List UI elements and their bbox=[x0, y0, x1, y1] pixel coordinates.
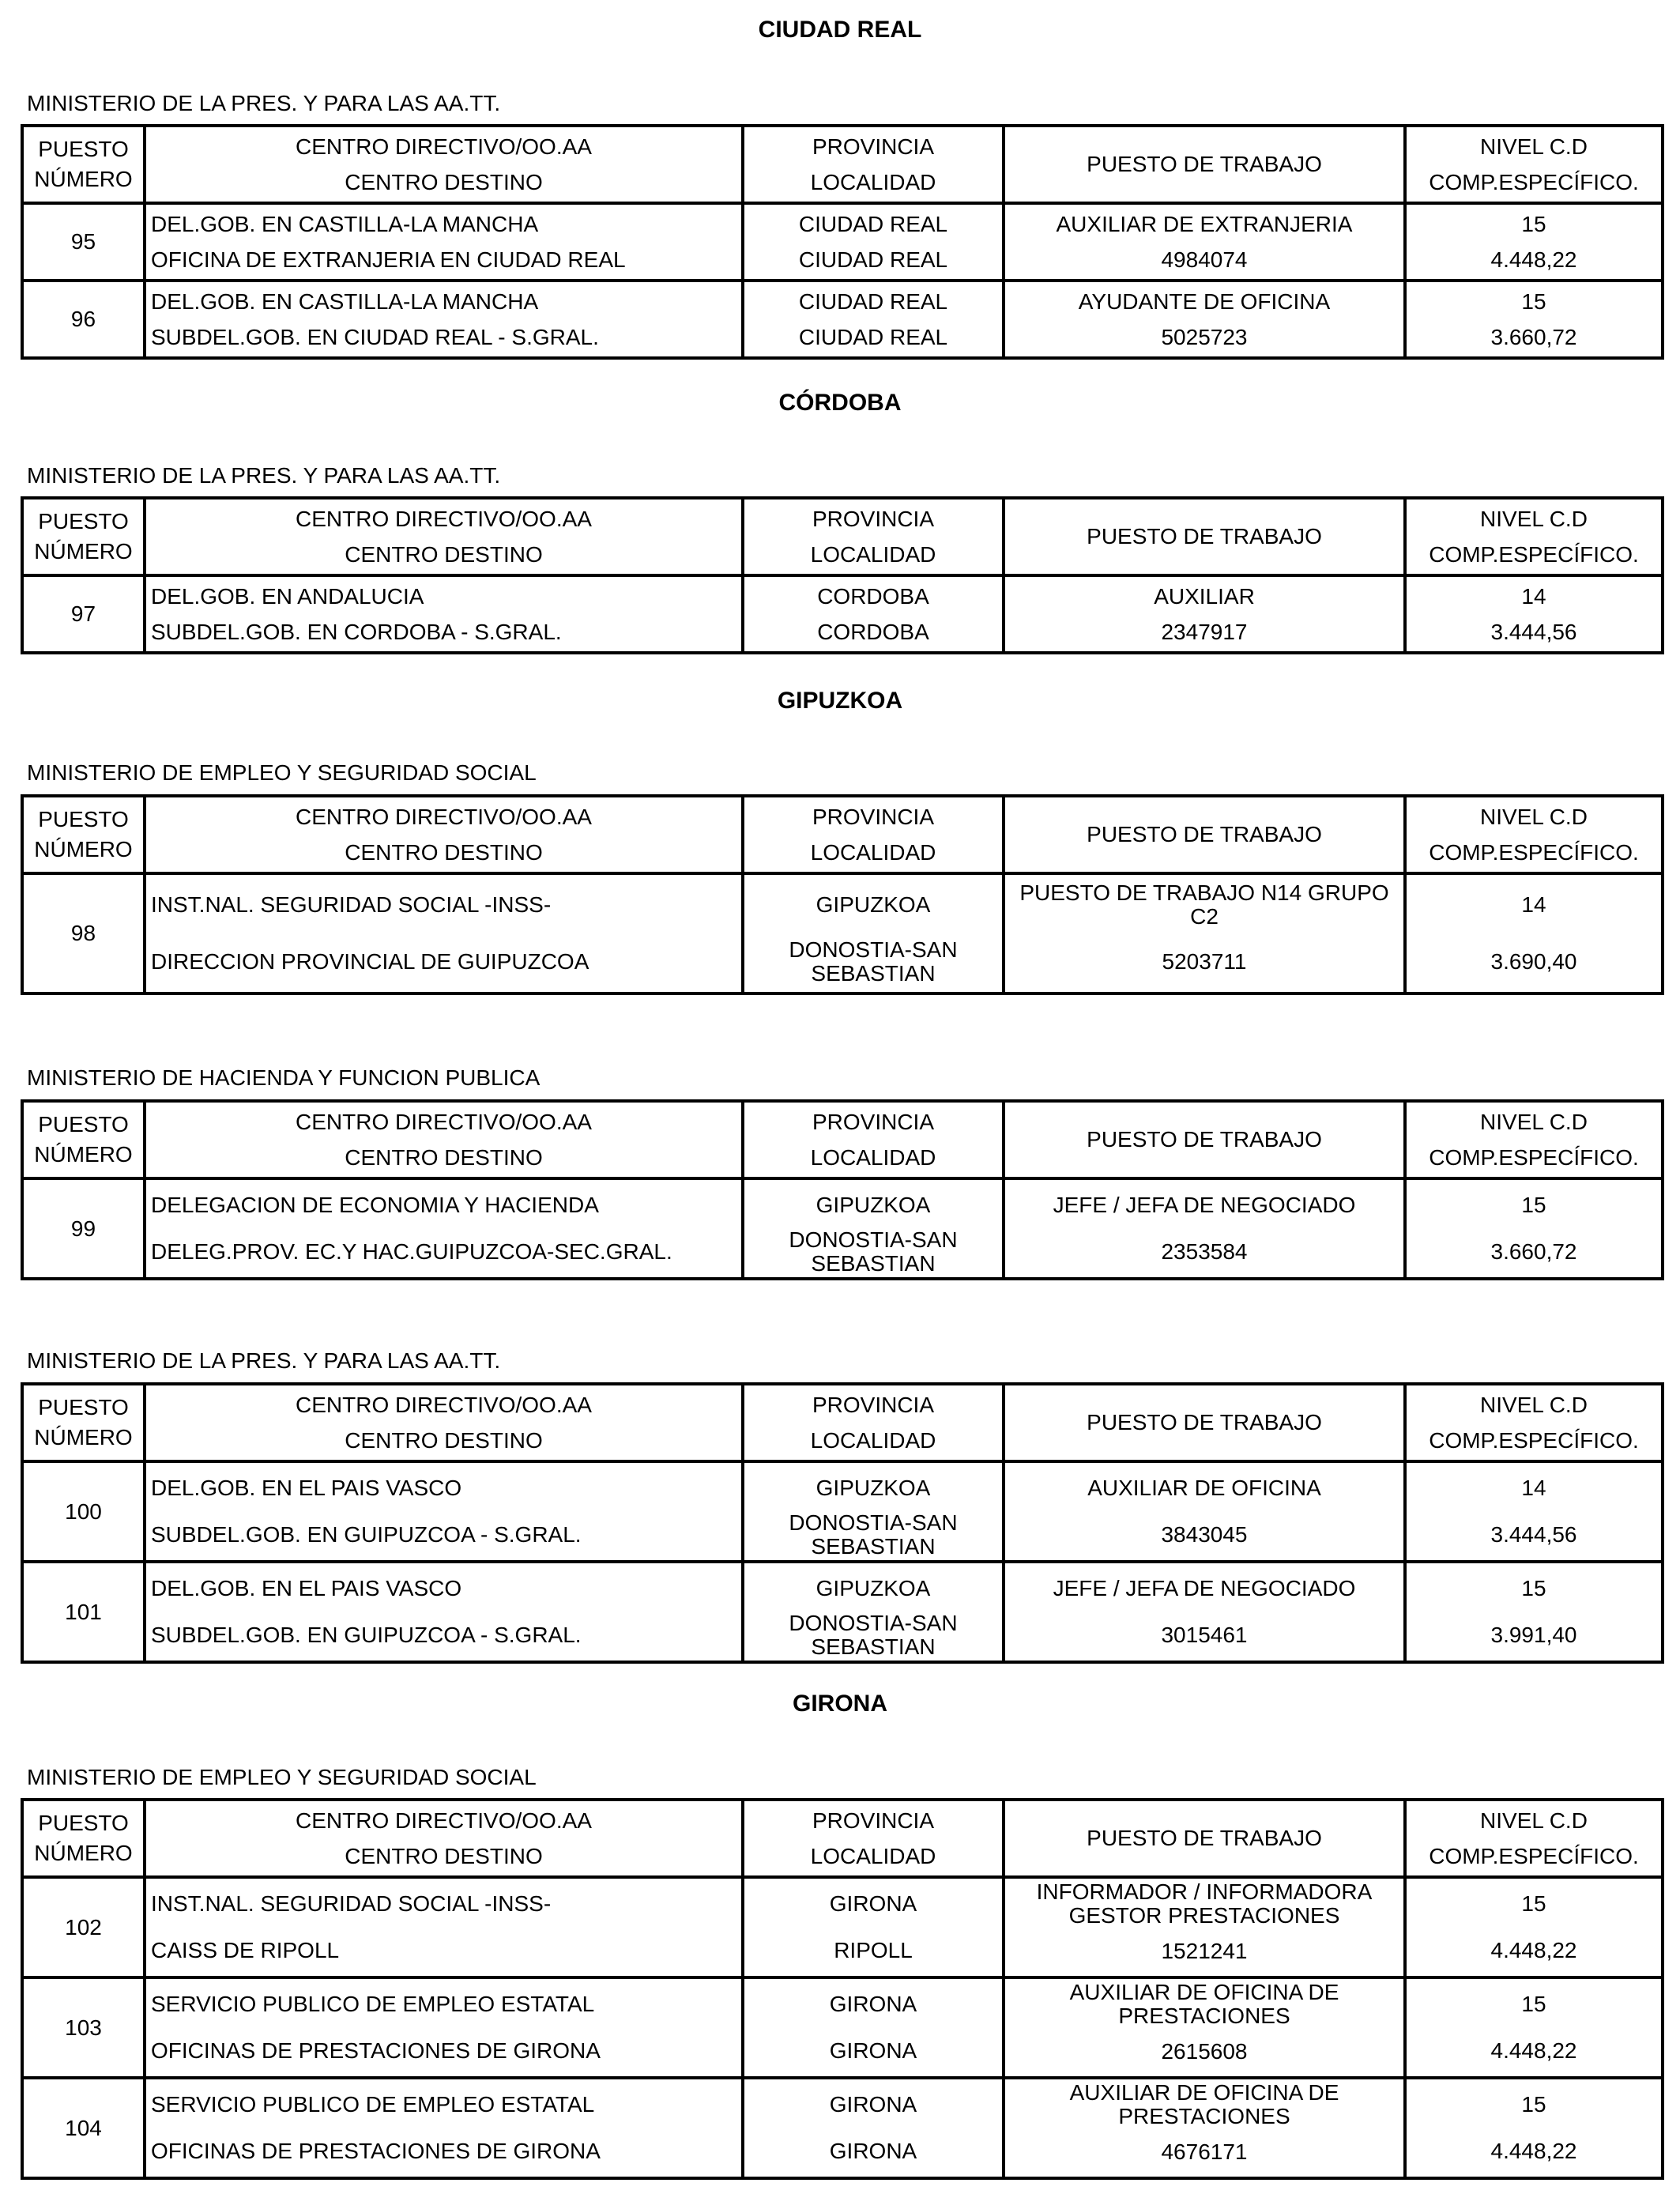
puesto-trabajo: AUXILIAR DE EXTRANJERIA bbox=[1056, 211, 1353, 236]
table-row bbox=[22, 1562, 1663, 1662]
section-title-girona: GIRONA bbox=[793, 1691, 887, 1717]
ministry-label: MINISTERIO DE EMPLEO Y SEGURIDAD SOCIAL bbox=[27, 760, 537, 785]
puesto-codigo: 3015461 bbox=[1161, 1623, 1248, 1648]
puesto-numero: 99 bbox=[22, 1178, 145, 1279]
header-centro-directivo: CENTRO DIRECTIVO/OO.AA bbox=[296, 506, 592, 531]
puesto-codigo: 2347917 bbox=[1161, 619, 1248, 644]
puesto-numero: 98 bbox=[22, 873, 145, 993]
ministry-label: MINISTERIO DE EMPLEO Y SEGURIDAD SOCIAL bbox=[27, 1765, 537, 1789]
provincia-cell bbox=[743, 1562, 1004, 1662]
nivel-cd: 14 bbox=[1521, 1475, 1546, 1500]
provincia-cell bbox=[743, 1877, 1004, 1977]
provincia-cell bbox=[743, 2078, 1004, 2178]
centro-directivo: INST.NAL. SEGURIDAD SOCIAL -INSS- bbox=[151, 1891, 552, 1916]
header-nivel: NIVEL C.D bbox=[1480, 1808, 1588, 1833]
puesto-codigo: 2615608 bbox=[1161, 2038, 1248, 2064]
header-centro bbox=[145, 126, 743, 203]
header-localidad: LOCALIDAD bbox=[810, 839, 936, 865]
header-centro-destino: CENTRO DESTINO bbox=[345, 1144, 543, 1170]
table-row bbox=[22, 873, 1663, 993]
header-provincia: PROVINCIA bbox=[812, 1109, 935, 1134]
puesto-cell bbox=[1004, 575, 1405, 653]
section-title-gipuzkoa: GIPUZKOA bbox=[777, 688, 903, 714]
comp-especifico: 3.660,72 bbox=[1490, 324, 1577, 349]
header-centro-destino: CENTRO DESTINO bbox=[345, 839, 543, 865]
localidad: DONOSTIA-SAN SEBASTIAN bbox=[789, 937, 958, 986]
centro-destino: OFICINAS DE PRESTACIONES DE GIRONA bbox=[151, 2139, 601, 2164]
puesto-numero: 96 bbox=[22, 281, 145, 358]
localidad: GIRONA bbox=[829, 2139, 917, 2164]
provincia: GIPUZKOA bbox=[816, 892, 931, 917]
puesto-codigo: 5203711 bbox=[1162, 949, 1247, 974]
header-comp: COMP.ESPECÍFICO. bbox=[1429, 839, 1639, 865]
puesto-trabajo: PUESTO DE TRABAJO N14 GRUPO C2 bbox=[1019, 880, 1389, 929]
header-puesto-trabajo: PUESTO DE TRABAJO bbox=[1004, 796, 1405, 873]
header-numero: NÚMERO bbox=[34, 167, 133, 191]
header-provincia: PROVINCIA bbox=[812, 804, 935, 829]
centro-destino: SUBDEL.GOB. EN CIUDAD REAL - S.GRAL. bbox=[151, 324, 599, 349]
provincia-cell bbox=[743, 281, 1004, 358]
centro-cell bbox=[145, 1562, 743, 1662]
provincia: GIPUZKOA bbox=[816, 1475, 931, 1500]
puestos-table bbox=[21, 1099, 1664, 1280]
ministry-label: MINISTERIO DE LA PRES. Y PARA LAS AA.TT. bbox=[27, 463, 501, 488]
puesto-trabajo: JEFE / JEFA DE NEGOCIADO bbox=[1053, 1575, 1356, 1600]
ministry-label: MINISTERIO DE LA PRES. Y PARA LAS AA.TT. bbox=[27, 1348, 501, 1373]
header-puesto: PUESTO bbox=[38, 1395, 129, 1419]
header-provincia-localidad bbox=[743, 1101, 1004, 1178]
puestos-table bbox=[21, 124, 1664, 360]
header-centro bbox=[145, 1101, 743, 1178]
puesto-trabajo: AUXILIAR DE OFICINA bbox=[1087, 1475, 1321, 1500]
comp-especifico: 4.448,22 bbox=[1490, 2038, 1577, 2064]
puesto-cell bbox=[1004, 281, 1405, 358]
ministry-label: MINISTERIO DE HACIENDA Y FUNCION PUBLICA bbox=[27, 1065, 541, 1090]
header-nivel-comp bbox=[1405, 1101, 1663, 1178]
puesto-cell bbox=[1004, 1461, 1405, 1562]
header-centro-destino: CENTRO DESTINO bbox=[345, 169, 543, 194]
table-row bbox=[22, 575, 1663, 653]
section-title-cordoba: CÓRDOBA bbox=[778, 390, 902, 416]
header-nivel: NIVEL C.D bbox=[1480, 1109, 1588, 1134]
nivel-cell bbox=[1405, 1977, 1663, 2078]
header-provincia-localidad bbox=[743, 796, 1004, 873]
puesto-numero: 101 bbox=[22, 1562, 145, 1662]
provincia-cell bbox=[743, 575, 1004, 653]
header-localidad: LOCALIDAD bbox=[810, 1427, 936, 1453]
puesto-numero: 97 bbox=[22, 575, 145, 653]
centro-directivo: INST.NAL. SEGURIDAD SOCIAL -INSS- bbox=[151, 892, 552, 917]
header-puesto-trabajo: PUESTO DE TRABAJO bbox=[1004, 1101, 1405, 1178]
header-provincia-localidad bbox=[743, 126, 1004, 203]
section-title-ciudad-real: CIUDAD REAL bbox=[758, 17, 922, 43]
header-centro-directivo: CENTRO DIRECTIVO/OO.AA bbox=[296, 1392, 592, 1417]
header-provincia-localidad bbox=[743, 498, 1004, 575]
puesto-cell bbox=[1004, 1562, 1405, 1662]
comp-especifico: 4.448,22 bbox=[1490, 2139, 1577, 2164]
nivel-cd: 15 bbox=[1521, 1192, 1546, 1217]
puesto-trabajo: INFORMADOR / INFORMADORA GESTOR PRESTACIONES bbox=[1036, 1879, 1373, 1928]
provincia: GIRONA bbox=[829, 1991, 917, 2016]
localidad: CIUDAD REAL bbox=[798, 324, 948, 349]
puestos-table bbox=[21, 1382, 1664, 1664]
puesto-trabajo: AUXILIAR bbox=[1154, 583, 1255, 609]
comp-especifico: 3.660,72 bbox=[1490, 1239, 1577, 1265]
localidad: DONOSTIA-SAN SEBASTIAN bbox=[789, 1510, 958, 1559]
header-provincia: PROVINCIA bbox=[812, 1808, 935, 1833]
localidad: DONOSTIA-SAN SEBASTIAN bbox=[789, 1227, 958, 1276]
header-centro-directivo: CENTRO DIRECTIVO/OO.AA bbox=[296, 804, 592, 829]
puesto-numero: 103 bbox=[22, 1977, 145, 2078]
centro-cell bbox=[145, 1461, 743, 1562]
provincia: CORDOBA bbox=[817, 583, 929, 609]
centro-cell bbox=[145, 1977, 743, 2078]
header-provincia: PROVINCIA bbox=[812, 134, 935, 159]
puesto-codigo: 1521241 bbox=[1161, 1938, 1248, 1963]
provincia: CIUDAD REAL bbox=[798, 211, 948, 236]
header-puesto-trabajo: PUESTO DE TRABAJO bbox=[1004, 498, 1405, 575]
provincia-cell bbox=[743, 203, 1004, 281]
centro-destino: CAISS DE RIPOLL bbox=[151, 1938, 340, 1963]
localidad: DONOSTIA-SAN SEBASTIAN bbox=[789, 1611, 958, 1659]
nivel-cell bbox=[1405, 203, 1663, 281]
nivel-cell bbox=[1405, 1461, 1663, 1562]
puestos-table bbox=[21, 1798, 1664, 2180]
puesto-numero: 104 bbox=[22, 2078, 145, 2178]
localidad: GIRONA bbox=[829, 2038, 917, 2064]
header-comp: COMP.ESPECÍFICO. bbox=[1429, 1843, 1639, 1868]
header-nivel-comp bbox=[1405, 498, 1663, 575]
nivel-cell bbox=[1405, 873, 1663, 993]
nivel-cd: 15 bbox=[1521, 1991, 1546, 2016]
table-header-row bbox=[22, 1101, 1663, 1178]
centro-destino: OFICINA DE EXTRANJERIA EN CIUDAD REAL bbox=[151, 247, 626, 272]
centro-cell bbox=[145, 873, 743, 993]
header-puesto: PUESTO bbox=[38, 137, 129, 161]
table-header-row bbox=[22, 498, 1663, 575]
centro-cell bbox=[145, 2078, 743, 2178]
header-provincia-localidad bbox=[743, 1384, 1004, 1461]
centro-directivo: DEL.GOB. EN ANDALUCIA bbox=[151, 583, 424, 609]
puestos-table bbox=[21, 794, 1664, 995]
puesto-codigo: 4984074 bbox=[1161, 247, 1248, 272]
header-comp: COMP.ESPECÍFICO. bbox=[1429, 1144, 1639, 1170]
header-centro bbox=[145, 796, 743, 873]
comp-especifico: 4.448,22 bbox=[1490, 1938, 1577, 1963]
header-puesto-trabajo: PUESTO DE TRABAJO bbox=[1004, 126, 1405, 203]
header-centro-destino: CENTRO DESTINO bbox=[345, 1427, 543, 1453]
nivel-cell bbox=[1405, 2078, 1663, 2178]
table-header-row bbox=[22, 126, 1663, 203]
puesto-cell bbox=[1004, 203, 1405, 281]
puesto-trabajo: AUXILIAR DE OFICINA DE PRESTACIONES bbox=[1069, 1980, 1339, 2028]
localidad: RIPOLL bbox=[834, 1938, 913, 1963]
provincia-cell bbox=[743, 1178, 1004, 1279]
comp-especifico: 3.690,40 bbox=[1490, 949, 1577, 974]
puesto-trabajo: AYUDANTE DE OFICINA bbox=[1078, 288, 1331, 314]
puesto-codigo: 3843045 bbox=[1161, 1522, 1248, 1547]
provincia: GIRONA bbox=[829, 2091, 917, 2117]
centro-directivo: DEL.GOB. EN CASTILLA-LA MANCHA bbox=[151, 211, 539, 236]
table-row bbox=[22, 1977, 1663, 2078]
comp-especifico: 3.991,40 bbox=[1490, 1623, 1577, 1648]
provincia-cell bbox=[743, 873, 1004, 993]
header-nivel-comp bbox=[1405, 126, 1663, 203]
header-centro-directivo: CENTRO DIRECTIVO/OO.AA bbox=[296, 1109, 592, 1134]
header-localidad: LOCALIDAD bbox=[810, 541, 936, 567]
header-puesto: PUESTO bbox=[38, 1811, 129, 1835]
header-centro-destino: CENTRO DESTINO bbox=[345, 1843, 543, 1868]
header-puesto-numero bbox=[22, 126, 145, 203]
nivel-cell bbox=[1405, 281, 1663, 358]
table-row bbox=[22, 1461, 1663, 1562]
centro-cell bbox=[145, 281, 743, 358]
table-header-row bbox=[22, 1800, 1663, 1877]
centro-directivo: SERVICIO PUBLICO DE EMPLEO ESTATAL bbox=[151, 1991, 595, 2016]
nivel-cell bbox=[1405, 575, 1663, 653]
puesto-codigo: 5025723 bbox=[1161, 324, 1248, 349]
header-provincia-localidad bbox=[743, 1800, 1004, 1877]
centro-destino: SUBDEL.GOB. EN CORDOBA - S.GRAL. bbox=[151, 619, 562, 644]
table-row bbox=[22, 1178, 1663, 1279]
centro-cell bbox=[145, 1877, 743, 1977]
header-puesto-numero bbox=[22, 796, 145, 873]
header-nivel: NIVEL C.D bbox=[1480, 506, 1588, 531]
header-puesto-numero bbox=[22, 498, 145, 575]
provincia: CIUDAD REAL bbox=[798, 288, 948, 314]
puesto-trabajo: AUXILIAR DE OFICINA DE PRESTACIONES bbox=[1069, 2080, 1339, 2128]
nivel-cell bbox=[1405, 1178, 1663, 1279]
table-row bbox=[22, 2078, 1663, 2178]
nivel-cd: 14 bbox=[1521, 892, 1546, 917]
puesto-cell bbox=[1004, 1877, 1405, 1977]
comp-especifico: 4.448,22 bbox=[1490, 247, 1577, 272]
localidad: CIUDAD REAL bbox=[798, 247, 948, 272]
centro-destino: DIRECCION PROVINCIAL DE GUIPUZCOA bbox=[151, 949, 590, 974]
nivel-cd: 15 bbox=[1521, 2091, 1546, 2117]
puesto-codigo: 4676171 bbox=[1161, 2139, 1248, 2164]
provincia: GIPUZKOA bbox=[816, 1575, 931, 1600]
header-comp: COMP.ESPECÍFICO. bbox=[1429, 541, 1639, 567]
header-centro-destino: CENTRO DESTINO bbox=[345, 541, 543, 567]
header-centro bbox=[145, 1384, 743, 1461]
header-nivel-comp bbox=[1405, 1384, 1663, 1461]
header-numero: NÚMERO bbox=[34, 1142, 133, 1167]
puesto-cell bbox=[1004, 1977, 1405, 2078]
header-localidad: LOCALIDAD bbox=[810, 169, 936, 194]
header-puesto: PUESTO bbox=[38, 807, 129, 831]
header-nivel-comp bbox=[1405, 1800, 1663, 1877]
header-provincia: PROVINCIA bbox=[812, 1392, 935, 1417]
header-centro bbox=[145, 498, 743, 575]
provincia-cell bbox=[743, 1461, 1004, 1562]
provincia-cell bbox=[743, 1977, 1004, 2078]
table-header-row bbox=[22, 796, 1663, 873]
header-puesto-numero bbox=[22, 1800, 145, 1877]
header-numero: NÚMERO bbox=[34, 1425, 133, 1449]
header-nivel: NIVEL C.D bbox=[1480, 134, 1588, 159]
header-numero: NÚMERO bbox=[34, 1841, 133, 1865]
provincia: GIPUZKOA bbox=[816, 1192, 931, 1217]
header-centro-directivo: CENTRO DIRECTIVO/OO.AA bbox=[296, 134, 592, 159]
header-localidad: LOCALIDAD bbox=[810, 1144, 936, 1170]
centro-directivo: DELEGACION DE ECONOMIA Y HACIENDA bbox=[151, 1192, 599, 1217]
header-nivel: NIVEL C.D bbox=[1480, 804, 1588, 829]
header-localidad: LOCALIDAD bbox=[810, 1843, 936, 1868]
table-header-row bbox=[22, 1384, 1663, 1461]
centro-directivo: DEL.GOB. EN EL PAIS VASCO bbox=[151, 1475, 462, 1500]
puesto-numero: 102 bbox=[22, 1877, 145, 1977]
centro-cell bbox=[145, 1178, 743, 1279]
centro-destino: OFICINAS DE PRESTACIONES DE GIRONA bbox=[151, 2038, 601, 2064]
puesto-trabajo: JEFE / JEFA DE NEGOCIADO bbox=[1053, 1192, 1356, 1217]
provincia: GIRONA bbox=[829, 1891, 917, 1916]
centro-directivo: SERVICIO PUBLICO DE EMPLEO ESTATAL bbox=[151, 2091, 595, 2117]
header-puesto-numero bbox=[22, 1101, 145, 1178]
header-puesto-numero bbox=[22, 1384, 145, 1461]
nivel-cell bbox=[1405, 1877, 1663, 1977]
puesto-cell bbox=[1004, 873, 1405, 993]
centro-destino: SUBDEL.GOB. EN GUIPUZCOA - S.GRAL. bbox=[151, 1522, 582, 1547]
centro-cell bbox=[145, 575, 743, 653]
localidad: CORDOBA bbox=[817, 619, 929, 644]
nivel-cell bbox=[1405, 1562, 1663, 1662]
header-comp: COMP.ESPECÍFICO. bbox=[1429, 1427, 1639, 1453]
header-centro bbox=[145, 1800, 743, 1877]
table-row bbox=[22, 281, 1663, 358]
puesto-cell bbox=[1004, 1178, 1405, 1279]
puesto-codigo: 2353584 bbox=[1161, 1239, 1248, 1265]
ministry-label: MINISTERIO DE LA PRES. Y PARA LAS AA.TT. bbox=[27, 91, 501, 115]
header-puesto-trabajo: PUESTO DE TRABAJO bbox=[1004, 1800, 1405, 1877]
table-row bbox=[22, 1877, 1663, 1977]
table-row bbox=[22, 203, 1663, 281]
nivel-cd: 14 bbox=[1521, 583, 1546, 609]
puesto-numero: 95 bbox=[22, 203, 145, 281]
centro-cell bbox=[145, 203, 743, 281]
puesto-numero: 100 bbox=[22, 1461, 145, 1562]
centro-directivo: DEL.GOB. EN CASTILLA-LA MANCHA bbox=[151, 288, 539, 314]
header-centro-directivo: CENTRO DIRECTIVO/OO.AA bbox=[296, 1808, 592, 1833]
nivel-cd: 15 bbox=[1521, 1891, 1546, 1916]
comp-especifico: 3.444,56 bbox=[1490, 619, 1577, 644]
nivel-cd: 15 bbox=[1521, 211, 1546, 236]
nivel-cd: 15 bbox=[1521, 1575, 1546, 1600]
header-puesto: PUESTO bbox=[38, 509, 129, 533]
header-puesto: PUESTO bbox=[38, 1112, 129, 1137]
header-provincia: PROVINCIA bbox=[812, 506, 935, 531]
nivel-cd: 15 bbox=[1521, 288, 1546, 314]
centro-directivo: DEL.GOB. EN EL PAIS VASCO bbox=[151, 1575, 462, 1600]
puestos-table bbox=[21, 496, 1664, 654]
centro-destino: SUBDEL.GOB. EN GUIPUZCOA - S.GRAL. bbox=[151, 1623, 582, 1648]
header-comp: COMP.ESPECÍFICO. bbox=[1429, 169, 1639, 194]
header-puesto-trabajo: PUESTO DE TRABAJO bbox=[1004, 1384, 1405, 1461]
centro-destino: DELEG.PROV. EC.Y HAC.GUIPUZCOA-SEC.GRAL. bbox=[151, 1239, 672, 1265]
header-nivel: NIVEL C.D bbox=[1480, 1392, 1588, 1417]
header-numero: NÚMERO bbox=[34, 539, 133, 564]
header-numero: NÚMERO bbox=[34, 837, 133, 861]
header-nivel-comp bbox=[1405, 796, 1663, 873]
puesto-cell bbox=[1004, 2078, 1405, 2178]
comp-especifico: 3.444,56 bbox=[1490, 1522, 1577, 1547]
